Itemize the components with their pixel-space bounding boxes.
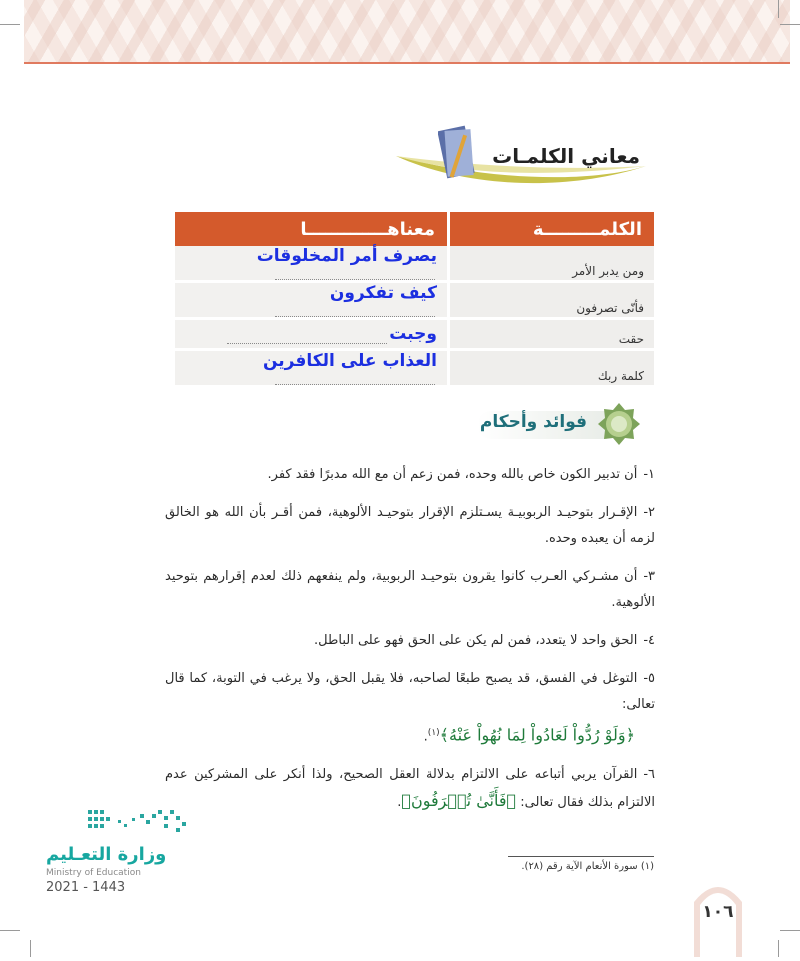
item-number: ٦- bbox=[643, 767, 655, 783]
fawaid-section-heading bbox=[457, 400, 647, 452]
crop-mark bbox=[778, 0, 779, 18]
item-number: ٣- bbox=[643, 569, 655, 584]
column-header-meaning: معناهـــــــــــــا bbox=[175, 212, 449, 246]
vocab-meaning: يصرف أمر المخلوقات bbox=[256, 246, 437, 266]
dotted-line bbox=[275, 372, 435, 385]
top-ornamental-banner bbox=[24, 0, 790, 62]
list-item bbox=[165, 762, 655, 816]
verse-end: . bbox=[397, 795, 402, 811]
vocab-word: ومن يدبر الأمر bbox=[449, 246, 655, 282]
item-text: أن مشـركي العـرب كانوا يقرون بتوحيـد الربوبية، ولم ينفعهم ذلك لعدم إقرارهم بتوحيد الألوهية. bbox=[165, 569, 655, 610]
dotted-line bbox=[275, 267, 435, 280]
vocab-meaning: وجبت bbox=[389, 324, 437, 344]
vocab-table bbox=[175, 212, 654, 388]
item-text: الإقـرار بتوحيـد الربوبيـة يسـتلزم الإقرار بتوحيـد الألوهية، فمن أقـر بأن الله هو الخالق لزمه أن يعبده وحده. bbox=[165, 505, 655, 546]
list-item bbox=[165, 564, 655, 616]
fawaid-heading-text: فوائد وأحكام bbox=[479, 412, 587, 432]
vocab-meaning-cell bbox=[175, 319, 449, 350]
vocab-row bbox=[175, 282, 654, 319]
vocab-word: كلمة ربك bbox=[449, 350, 655, 387]
item-number: ١- bbox=[643, 467, 655, 482]
crop-mark bbox=[778, 940, 779, 957]
item-number: ٤- bbox=[643, 633, 655, 648]
crop-mark bbox=[0, 24, 20, 25]
vocab-meaning-cell bbox=[175, 282, 449, 319]
vocab-word: حقت bbox=[449, 319, 655, 350]
verse-end: . bbox=[423, 729, 428, 745]
column-header-word: الكلمـــــــــة bbox=[449, 212, 655, 246]
list-item bbox=[165, 628, 655, 654]
vocab-meaning-cell bbox=[175, 350, 449, 387]
footnote: (١) سورة الأنعام الآية رقم (٢٨). bbox=[521, 861, 654, 872]
crop-mark bbox=[780, 930, 800, 931]
octagon-star-icon bbox=[597, 402, 641, 446]
list-item bbox=[165, 462, 655, 488]
list-item bbox=[165, 666, 655, 750]
vocab-row bbox=[175, 350, 654, 387]
vocab-row bbox=[175, 246, 654, 282]
ayah-line bbox=[165, 720, 655, 750]
page-number: ١٠٦ bbox=[702, 902, 734, 922]
page-number-badge bbox=[692, 876, 744, 957]
crop-mark bbox=[30, 940, 31, 957]
banner-rule bbox=[24, 62, 790, 64]
dots-logo-icon bbox=[88, 808, 188, 838]
vocab-meaning: كيف تفكرون bbox=[329, 283, 437, 303]
book-icon bbox=[438, 124, 478, 184]
item-number: ٢- bbox=[643, 505, 655, 520]
item-number: ٥- bbox=[643, 671, 655, 686]
quran-verse: ﴿وَلَوْ رُدُّواْ لَعَادُواْ لِمَا نُهُواْ عَنْهُ﴾ bbox=[439, 725, 635, 745]
vocab-section-heading bbox=[396, 108, 656, 200]
crop-mark bbox=[0, 930, 20, 931]
footnote-ref: (١) bbox=[427, 728, 440, 738]
vocab-meaning-cell bbox=[175, 246, 449, 282]
dotted-line bbox=[227, 331, 387, 344]
item-text: القرآن يربي أتباعه على الالتزام بدلالة العقل الصحيح، ولذا أنكر على المشركين عدم الالتزام بذلك فقال تعالى: bbox=[165, 767, 655, 811]
benefits-list bbox=[165, 462, 655, 828]
list-item bbox=[165, 500, 655, 552]
footnote-rule bbox=[508, 856, 654, 857]
edition-year: 2021 - 1443 bbox=[46, 880, 126, 895]
item-text: التوغل في الفسق، قد يصبح طبعًا لصاحبه، فلا يقبل الحق، ولا يرغب في التوبة، كما قال تعالى: bbox=[165, 671, 655, 712]
vocab-meaning: العذاب على الكافرين bbox=[263, 351, 437, 371]
ministry-name-arabic: وزارة التعـليم bbox=[46, 844, 167, 865]
vocab-header-row bbox=[175, 212, 654, 246]
vocab-heading-text: معاني الكلمـات bbox=[492, 144, 640, 168]
quran-verse: ﴿فَأَنَّىٰ تُصۡرَفُونَ﴾ bbox=[401, 791, 517, 811]
vocab-word: فأنّى تصرفون bbox=[449, 282, 655, 319]
crop-mark bbox=[780, 24, 800, 25]
item-text: الحق واحد لا يتعدد، فمن لم يكن على الحق فهو على الباطل. bbox=[314, 633, 638, 648]
ministry-logo bbox=[42, 808, 192, 895]
dotted-line bbox=[275, 304, 435, 317]
vocab-row bbox=[175, 319, 654, 350]
item-text: أن تدبير الكون خاص بالله وحده، فمن زعم أن مع الله مدبرًا فقد كفر. bbox=[267, 467, 638, 482]
ministry-name-english: Ministry of Education bbox=[46, 868, 141, 878]
